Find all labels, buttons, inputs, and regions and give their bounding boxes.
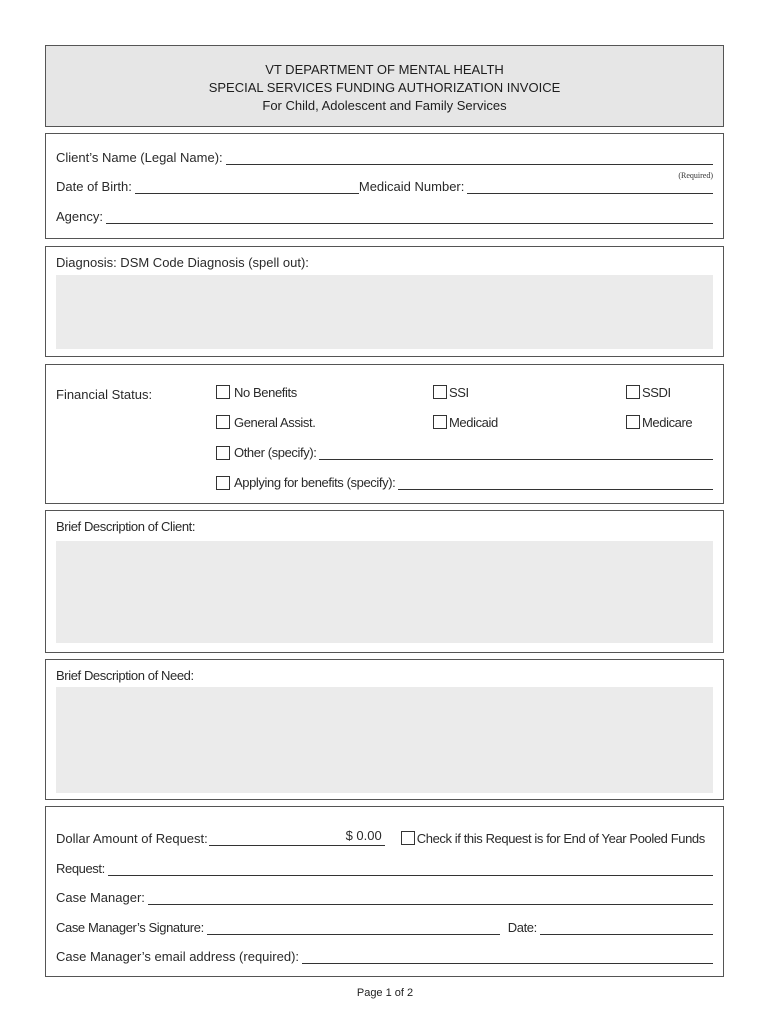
client-name-field[interactable] — [226, 152, 713, 165]
client-description-field[interactable] — [56, 541, 713, 643]
ssi-option[interactable] — [433, 385, 469, 400]
medicare-checkbox[interactable] — [626, 415, 640, 429]
no-benefits-checkbox[interactable] — [216, 385, 230, 399]
header-title-line3: For Child, Adolescent and Family Services — [262, 98, 507, 113]
case-manager-label: Case Manager: — [56, 890, 145, 905]
medicare-option[interactable] — [626, 415, 692, 430]
header-title-line2: SPECIAL SERVICES FUNDING AUTHORIZATION INVOICE — [208, 80, 561, 95]
no-benefits-label: No Benefits — [234, 385, 297, 400]
ssdi-option[interactable] — [626, 385, 671, 400]
agency-field[interactable] — [106, 211, 713, 224]
financial-status-label: Financial Status: — [56, 387, 153, 402]
signature-field[interactable] — [207, 922, 500, 935]
form-header — [45, 45, 724, 127]
other-checkbox[interactable] — [216, 446, 230, 460]
ssdi-label: SSDI — [642, 385, 671, 400]
general-assist-option[interactable] — [216, 415, 315, 430]
general-assist-label: General Assist. — [234, 415, 316, 430]
pooled-funds-label: Check if this Request is for End of Year Pooled Funds — [416, 831, 705, 846]
other-label: Other (specify): — [234, 445, 317, 460]
applying-label: Applying for benefits (specify): — [234, 475, 396, 490]
date-field[interactable] — [540, 922, 713, 935]
signature-label: Case Manager’s Signature: — [56, 920, 204, 935]
need-description-field[interactable] — [56, 687, 713, 793]
dob-field[interactable] — [135, 181, 359, 194]
header-title-line1: VT DEPARTMENT OF MENTAL HEALTH — [265, 62, 504, 77]
page-number: Page 1 of 2 — [356, 987, 414, 999]
dollar-amount-label: Dollar Amount of Request: — [56, 831, 208, 846]
pooled-funds-checkbox[interactable] — [401, 831, 415, 845]
no-benefits-option[interactable] — [216, 385, 297, 400]
client-description-section — [45, 510, 724, 653]
medicare-label: Medicare — [642, 415, 693, 430]
client-name-label: Client’s Name (Legal Name): — [56, 150, 223, 165]
pooled-funds-option[interactable] — [401, 831, 705, 846]
diagnosis-field[interactable] — [56, 275, 713, 349]
medicaid-label: Medicaid — [449, 415, 498, 430]
ssi-checkbox[interactable] — [433, 385, 447, 399]
dollar-amount-value: $ 0.00 — [345, 828, 382, 843]
email-field[interactable] — [302, 951, 713, 964]
medicaid-option[interactable] — [433, 415, 498, 430]
general-assist-checkbox[interactable] — [216, 415, 230, 429]
request-label: Request: — [56, 861, 105, 876]
request-field[interactable] — [108, 863, 713, 876]
medicaid-checkbox[interactable] — [433, 415, 447, 429]
need-description-label: Brief Description of Need: — [56, 668, 194, 683]
financial-status-section — [45, 364, 724, 504]
dollar-amount-field[interactable] — [209, 828, 385, 846]
diagnosis-label: Diagnosis: DSM Code Diagnosis (spell out): — [56, 255, 309, 270]
diagnosis-section — [45, 246, 724, 357]
date-label: Date: — [507, 920, 537, 935]
other-specify-field[interactable] — [319, 447, 713, 460]
client-info-section — [45, 133, 724, 239]
case-manager-field[interactable] — [148, 892, 713, 905]
applying-specify-field[interactable] — [398, 477, 713, 490]
email-label: Case Manager’s email address (required): — [56, 949, 300, 964]
required-note: (Required) — [678, 171, 713, 180]
medicaid-number-label: Medicaid Number: — [358, 179, 465, 194]
client-description-label: Brief Description of Client: — [56, 519, 196, 534]
agency-label: Agency: — [56, 209, 103, 224]
medicaid-number-field[interactable] — [467, 171, 713, 194]
request-section — [45, 806, 724, 977]
need-description-section — [45, 659, 724, 800]
dob-label: Date of Birth: — [56, 179, 132, 194]
ssdi-checkbox[interactable] — [626, 385, 640, 399]
ssi-label: SSI — [449, 385, 469, 400]
applying-checkbox[interactable] — [216, 476, 230, 490]
